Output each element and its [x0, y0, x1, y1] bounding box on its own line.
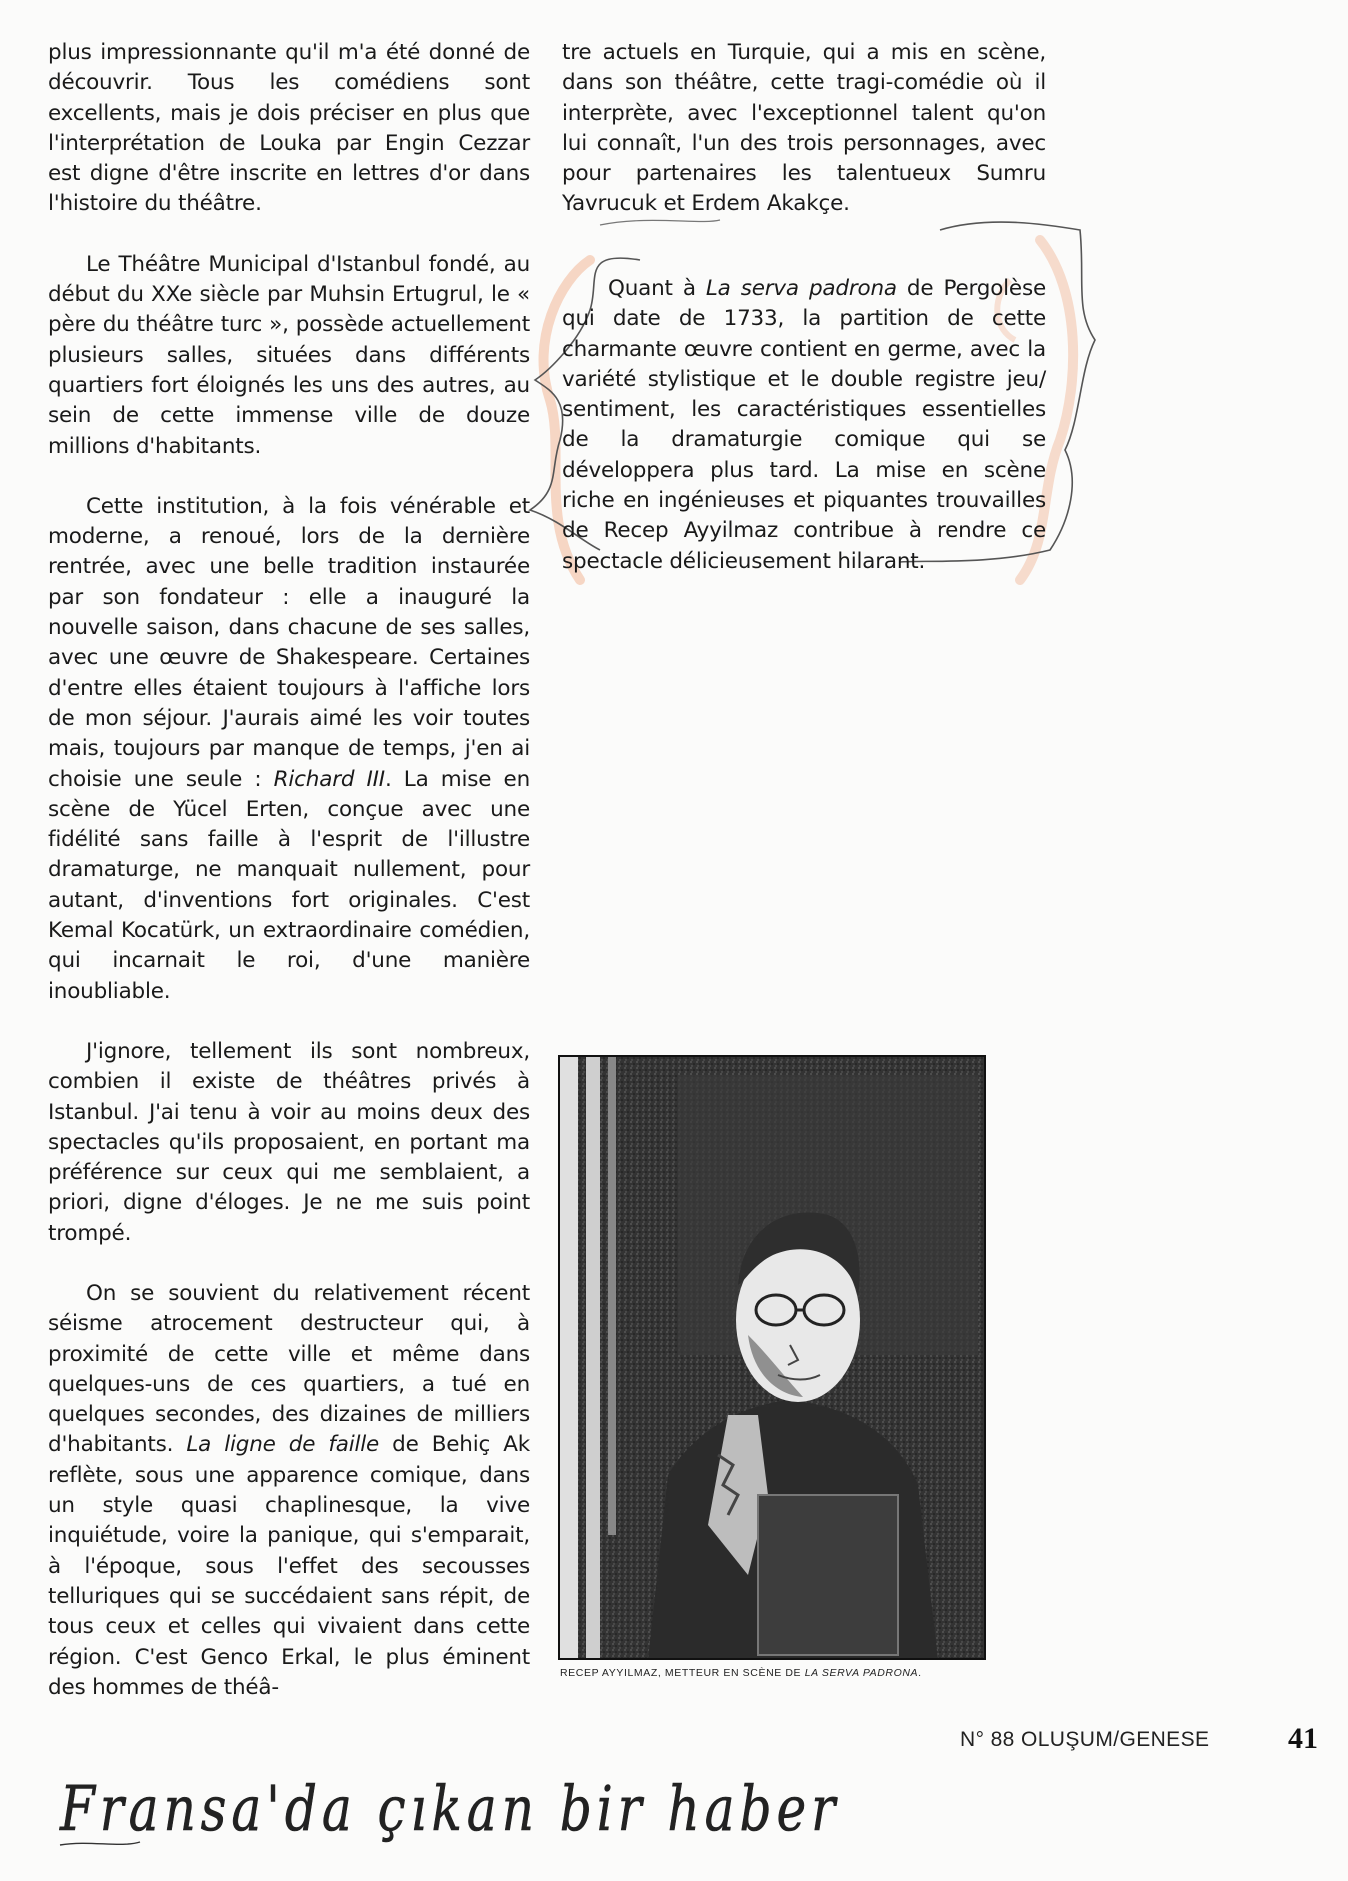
- play-title: La serva padrona: [705, 276, 897, 301]
- paragraph: J'ignore, tellement ils sont nombreux, combien il existe de théâtres privés à Istanbul. J'ai tenu à voir au moins deux des spectacles qu'ils proposaient, en portant ma préférence sur ceux qui me semblaient, a priori, digne d'éloges. Je ne me suis point trompé.: [48, 1038, 530, 1246]
- handwritten-note: [60, 1720, 860, 1870]
- photo-caption: RECEP AYYILMAZ, METTEUR EN SCÈNE DE LA SERVA PADRONA.: [560, 1667, 922, 1679]
- paragraph: tre actuels en Turquie, qui a mis en scène, dans son théâtre, cette tragi-comédie où il interprète, avec l'exceptionnel talent qu'on lui connaît, l'un des trois personnages, avec pour partenaires les talentueux Sumru Yavrucuk et Erdem Akakçe.: [562, 40, 1046, 217]
- paragraph: Cette institution, à la fois vénérable et moderne, a renoué, lors de la dernière rentrée, avec une belle tradition instaurée par son fondateur : elle a inauguré la nouvelle saison, dans chacune de ses salles, avec une œuvre de Shakespeare. Certaines d'entre elles étaient toujours à l'affiche lors de mon séjour. J'aurais aimé les voir toutes mais, toujours par manque de temps, j'en ai choisie une seule : Richard III. La mise en scène de Yücel Erten, conçue avec une fidélité sans faille à l'esprit de l'illustre dramaturge, ne manquait nullement, pour autant, d'inventions fort originales. C'est Kemal Kocatürk, un extraordinaire comédien, qui incarnait le roi, d'une manière inoubliable.: [48, 493, 530, 1004]
- play-title: La ligne de faille: [186, 1432, 380, 1458]
- issue-folio: N° 88 OLUŞUM/GENESE: [960, 1728, 1210, 1751]
- paragraph: plus impressionnante qu'il m'a été donné de découvrir. Tous les comédiens sont excellents, mais je dois préciser en plus que l'interprétation de Louka par Engin Cezzar est digne d'être inscrite en lettres d'or dans l'histoire du théâtre.: [48, 40, 530, 217]
- right-column: [562, 38, 1046, 250]
- boxed-paragraph: [562, 274, 1046, 577]
- paragraph: Quant à La serva padrona de Pergolèse qui date de 1733, la partition de cette charmante œuvre contient en germe, avec la variété stylistique et le double registre jeu/ sentiment, les caractéristiques essentielles de la dramaturgie comique qui se développera plus tard. La mise en scène riche en ingénieuses et piquantes trouvailles de Recep Ayyilmaz contribue à rendre ce spectacle délicieusement hilarant.: [562, 276, 1046, 574]
- paragraph: On se souvient du relativement récent séisme atrocement destructeur qui, à proximité de cette ville et même dans quelques-uns de ces quartiers, a tué en quelques secondes, des dizaines de milliers d'habitants. La ligne de faille de Behiç Ak reflète, sous une apparence comique, dans un style quasi chaplinesque, la vive inquiétude, voire la panique, qui s'emparait, à l'époque, sous l'effet des secousses telluriques qui se succédaient sans répit, de tous ceux et celles qui vivaient dans cette région. C'est Genco Erkal, le plus éminent des hommes de théâ-: [48, 1280, 530, 1700]
- page-number: 41: [1288, 1722, 1318, 1755]
- left-column: [48, 38, 530, 1733]
- portrait-photo: [558, 1055, 986, 1660]
- paragraph: Le Théâtre Municipal d'Istanbul fondé, au début du XXe siècle par Muhsin Ertugrul, le « père du théâtre turc », possède actuellement plusieurs salles, situées dans différents quartiers fort éloignés les uns des autres, au sein de cette immense ville de douze millions d'habitants.: [48, 251, 530, 459]
- play-title: Richard III: [273, 766, 385, 792]
- svg-text:Fransa'da çıkan bir haber: Fransa'da çıkan bir haber: [59, 1772, 841, 1845]
